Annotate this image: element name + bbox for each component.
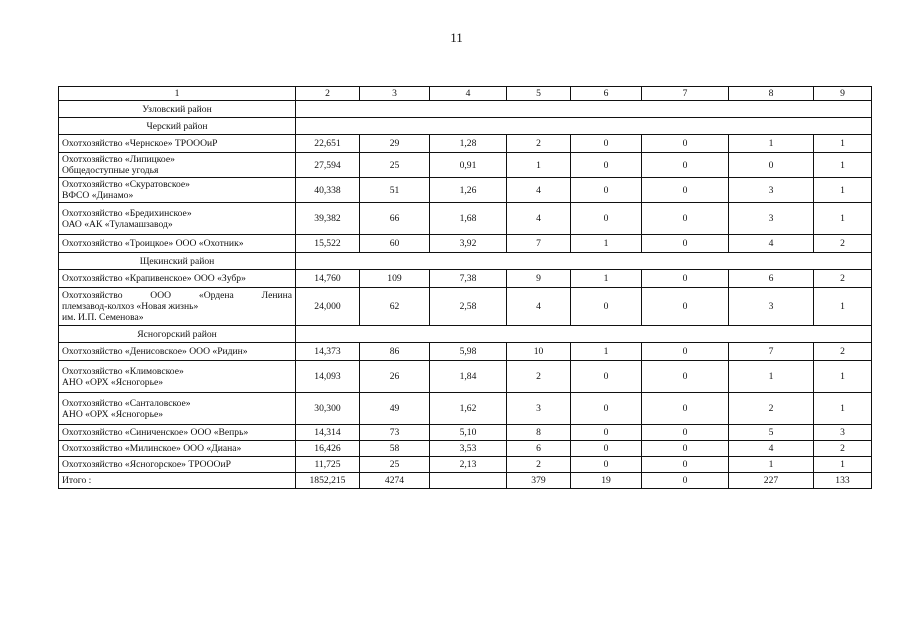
name-line: Охотхозяйство «Крапивенское» ООО «Зубр»	[62, 273, 246, 284]
value-cell-col-9: 1	[814, 393, 872, 425]
table-row	[59, 270, 872, 288]
value-cell-col-7: 0	[642, 393, 729, 425]
column-number-cell: 9	[814, 87, 872, 101]
value-cell-col-9: 3	[814, 425, 872, 441]
hunting-ground-name	[59, 235, 296, 253]
column-number-cell: 7	[642, 87, 729, 101]
value-cell-col-6: 0	[571, 393, 642, 425]
value-cell-col-3: 25	[360, 457, 430, 473]
table-row	[59, 235, 872, 253]
hunting-ground-name	[59, 178, 296, 203]
district-row	[59, 326, 872, 343]
value-cell-col-8: 3	[729, 288, 814, 326]
column-number-cell: 3	[360, 87, 430, 101]
value-cell-col-7: 0	[642, 343, 729, 361]
value-cell-col-5: 7	[507, 235, 571, 253]
name-line: Охотхозяйство «Синиченское» ООО «Вепрь»	[62, 427, 249, 438]
value-cell-col-9: 1	[814, 288, 872, 326]
value-cell-col-5: 4	[507, 203, 571, 235]
value-cell-col-3: 62	[360, 288, 430, 326]
value-cell-col-9: 1	[814, 203, 872, 235]
value-cell-col-4: 5,10	[430, 425, 507, 441]
table-row	[59, 457, 872, 473]
hunting-ground-name	[59, 361, 296, 393]
value-cell-col-3: 25	[360, 153, 430, 178]
table-row	[59, 343, 872, 361]
table-row	[59, 135, 872, 153]
value-cell-col-2: 14,314	[296, 425, 360, 441]
value-cell-col-6: 0	[571, 178, 642, 203]
value-cell-col-7: 0	[642, 361, 729, 393]
district-empty-cell	[296, 118, 872, 135]
district-row	[59, 118, 872, 135]
value-cell-col-4: 1,62	[430, 393, 507, 425]
name-line: ВФСО «Динамо»	[62, 190, 134, 201]
value-cell-col-2: 14,373	[296, 343, 360, 361]
value-cell-col-8: 227	[729, 473, 814, 489]
value-cell-col-9: 1	[814, 457, 872, 473]
value-cell-col-9: 1	[814, 135, 872, 153]
value-cell-col-6: 0	[571, 153, 642, 178]
name-line: племзавод-колхоз «Новая жизнь»	[62, 301, 199, 312]
table-row	[59, 203, 872, 235]
column-number-cell: 1	[59, 87, 296, 101]
value-cell-col-6: 0	[571, 361, 642, 393]
value-cell-col-8: 1	[729, 135, 814, 153]
value-cell-col-2: 39,382	[296, 203, 360, 235]
value-cell-col-2: 1852,215	[296, 473, 360, 489]
value-cell-col-7: 0	[642, 425, 729, 441]
district-row	[59, 253, 872, 270]
value-cell-col-8: 3	[729, 178, 814, 203]
value-cell-col-3: 58	[360, 441, 430, 457]
district-empty-cell	[296, 101, 872, 118]
value-cell-col-8: 1	[729, 457, 814, 473]
district-empty-cell	[296, 253, 872, 270]
value-cell-col-3: 86	[360, 343, 430, 361]
value-cell-col-8: 6	[729, 270, 814, 288]
hunting-ground-name	[59, 343, 296, 361]
value-cell-col-4: 3,92	[430, 235, 507, 253]
table-row	[59, 425, 872, 441]
value-cell-col-7: 0	[642, 288, 729, 326]
value-cell-col-6: 1	[571, 343, 642, 361]
value-cell-col-2: 22,651	[296, 135, 360, 153]
value-cell-col-5: 1	[507, 153, 571, 178]
name-line: Охотхозяйство «Милинское» ООО «Диана»	[62, 443, 242, 454]
hunting-ground-name	[59, 135, 296, 153]
value-cell-col-6: 0	[571, 288, 642, 326]
value-cell-col-3: 4274	[360, 473, 430, 489]
value-cell-col-5: 2	[507, 135, 571, 153]
value-cell-col-8: 7	[729, 343, 814, 361]
hunting-ground-name	[59, 393, 296, 425]
table-row	[59, 393, 872, 425]
district-empty-cell	[296, 326, 872, 343]
value-cell-col-3: 29	[360, 135, 430, 153]
hunting-ground-name	[59, 270, 296, 288]
value-cell-col-4	[430, 473, 507, 489]
value-cell-col-2: 14,760	[296, 270, 360, 288]
value-cell-col-2: 15,522	[296, 235, 360, 253]
value-cell-col-4: 5,98	[430, 343, 507, 361]
value-cell-col-9: 1	[814, 178, 872, 203]
value-cell-col-3: 66	[360, 203, 430, 235]
table-row	[59, 441, 872, 457]
value-cell-col-7: 0	[642, 135, 729, 153]
value-cell-col-2: 40,338	[296, 178, 360, 203]
value-cell-col-8: 5	[729, 425, 814, 441]
value-cell-col-7: 0	[642, 235, 729, 253]
column-number-cell: 2	[296, 87, 360, 101]
column-number-row	[59, 87, 872, 101]
value-cell-col-7: 0	[642, 178, 729, 203]
value-cell-col-5: 2	[507, 457, 571, 473]
value-cell-col-6: 0	[571, 457, 642, 473]
value-cell-col-2: 11,725	[296, 457, 360, 473]
name-line: Охотхозяйство «Чернское» ТРОООиР	[62, 138, 218, 149]
value-cell-col-3: 49	[360, 393, 430, 425]
name-line: Охотхозяйство «Санталовское»	[62, 397, 191, 409]
table-row	[59, 178, 872, 203]
table-row	[59, 361, 872, 393]
total-label	[59, 473, 296, 489]
value-cell-col-3: 73	[360, 425, 430, 441]
hunting-ground-name	[59, 153, 296, 178]
value-cell-col-9: 2	[814, 441, 872, 457]
value-cell-col-9: 2	[814, 343, 872, 361]
table-row	[59, 153, 872, 178]
total-row	[59, 473, 872, 489]
value-cell-col-4: 1,84	[430, 361, 507, 393]
column-number-cell: 6	[571, 87, 642, 101]
name-line: Охотхозяйство «Денисовское» ООО «Ридин»	[62, 346, 248, 357]
value-cell-col-8: 2	[729, 393, 814, 425]
value-cell-col-6: 19	[571, 473, 642, 489]
value-cell-col-5: 3	[507, 393, 571, 425]
value-cell-col-5: 379	[507, 473, 571, 489]
value-cell-col-4: 1,26	[430, 178, 507, 203]
value-cell-col-6: 1	[571, 270, 642, 288]
value-cell-col-6: 0	[571, 135, 642, 153]
district-name: Черский район	[59, 118, 296, 135]
name-line: Охотхозяйство «Бредихинское»	[62, 207, 192, 219]
page-number: 11	[450, 30, 463, 45]
value-cell-col-5: 4	[507, 288, 571, 326]
value-cell-col-8: 3	[729, 203, 814, 235]
district-row	[59, 101, 872, 118]
value-cell-col-4: 1,68	[430, 203, 507, 235]
value-cell-col-4: 1,28	[430, 135, 507, 153]
district-name: Ясногорский район	[59, 326, 296, 343]
name-line: Охотхозяйство «Троицкое» ООО «Охотник»	[62, 238, 244, 249]
hunting-grounds-table	[58, 86, 872, 489]
value-cell-col-4: 2,13	[430, 457, 507, 473]
value-cell-col-4: 7,38	[430, 270, 507, 288]
value-cell-col-6: 0	[571, 441, 642, 457]
value-cell-col-4: 3,53	[430, 441, 507, 457]
value-cell-col-5: 8	[507, 425, 571, 441]
value-cell-col-7: 0	[642, 473, 729, 489]
district-name: Щекинский район	[59, 253, 296, 270]
value-cell-col-9: 1	[814, 153, 872, 178]
hunting-ground-name	[59, 457, 296, 473]
hunting-ground-name	[59, 441, 296, 457]
value-cell-col-4: 2,58	[430, 288, 507, 326]
column-number-cell: 8	[729, 87, 814, 101]
value-cell-col-4: 0,91	[430, 153, 507, 178]
name-line: им. И.П. Семенова»	[62, 312, 144, 323]
name-line: Охотхозяйство «Скуратовское»	[62, 179, 190, 190]
name-line: ОАО «АК «Туламашзавод»	[62, 218, 173, 230]
value-cell-col-9: 2	[814, 270, 872, 288]
district-name: Узловский район	[59, 101, 296, 118]
hunting-ground-name	[59, 288, 296, 326]
hunting-ground-name	[59, 203, 296, 235]
value-cell-col-3: 109	[360, 270, 430, 288]
name-line: Охотхозяйство «Ясногорское» ТРОООиР	[62, 459, 231, 470]
value-cell-col-7: 0	[642, 441, 729, 457]
value-cell-col-8: 4	[729, 441, 814, 457]
value-cell-col-2: 30,300	[296, 393, 360, 425]
value-cell-col-9: 1	[814, 361, 872, 393]
value-cell-col-2: 27,594	[296, 153, 360, 178]
column-number-cell: 5	[507, 87, 571, 101]
value-cell-col-3: 51	[360, 178, 430, 203]
value-cell-col-8: 1	[729, 361, 814, 393]
value-cell-col-3: 26	[360, 361, 430, 393]
value-cell-col-7: 0	[642, 270, 729, 288]
column-number-cell: 4	[430, 87, 507, 101]
value-cell-col-5: 2	[507, 361, 571, 393]
name-line: АНО «ОРХ «Ясногорье»	[62, 376, 163, 388]
name-line: Охотхозяйство ООО «Ордена Ленина	[62, 290, 292, 301]
value-cell-col-6: 0	[571, 203, 642, 235]
hunting-ground-name	[59, 425, 296, 441]
value-cell-col-5: 6	[507, 441, 571, 457]
value-cell-col-2: 24,000	[296, 288, 360, 326]
name-line: Охотхозяйство «Климовское»	[62, 365, 184, 377]
value-cell-col-2: 14,093	[296, 361, 360, 393]
value-cell-col-7: 0	[642, 203, 729, 235]
name-line: АНО «ОРХ «Ясногорье»	[62, 408, 163, 420]
value-cell-col-3: 60	[360, 235, 430, 253]
value-cell-col-8: 4	[729, 235, 814, 253]
value-cell-col-6: 0	[571, 425, 642, 441]
value-cell-col-9: 133	[814, 473, 872, 489]
value-cell-col-7: 0	[642, 153, 729, 178]
table-row	[59, 288, 872, 326]
value-cell-col-9: 2	[814, 235, 872, 253]
value-cell-col-7: 0	[642, 457, 729, 473]
value-cell-col-6: 1	[571, 235, 642, 253]
value-cell-col-5: 9	[507, 270, 571, 288]
value-cell-col-8: 0	[729, 153, 814, 178]
name-line: Итого :	[62, 475, 92, 486]
name-line: Охотхозяйство «Липицкое»	[62, 154, 175, 165]
value-cell-col-5: 4	[507, 178, 571, 203]
value-cell-col-2: 16,426	[296, 441, 360, 457]
name-line: Общедоступные угодья	[62, 165, 159, 176]
value-cell-col-5: 10	[507, 343, 571, 361]
